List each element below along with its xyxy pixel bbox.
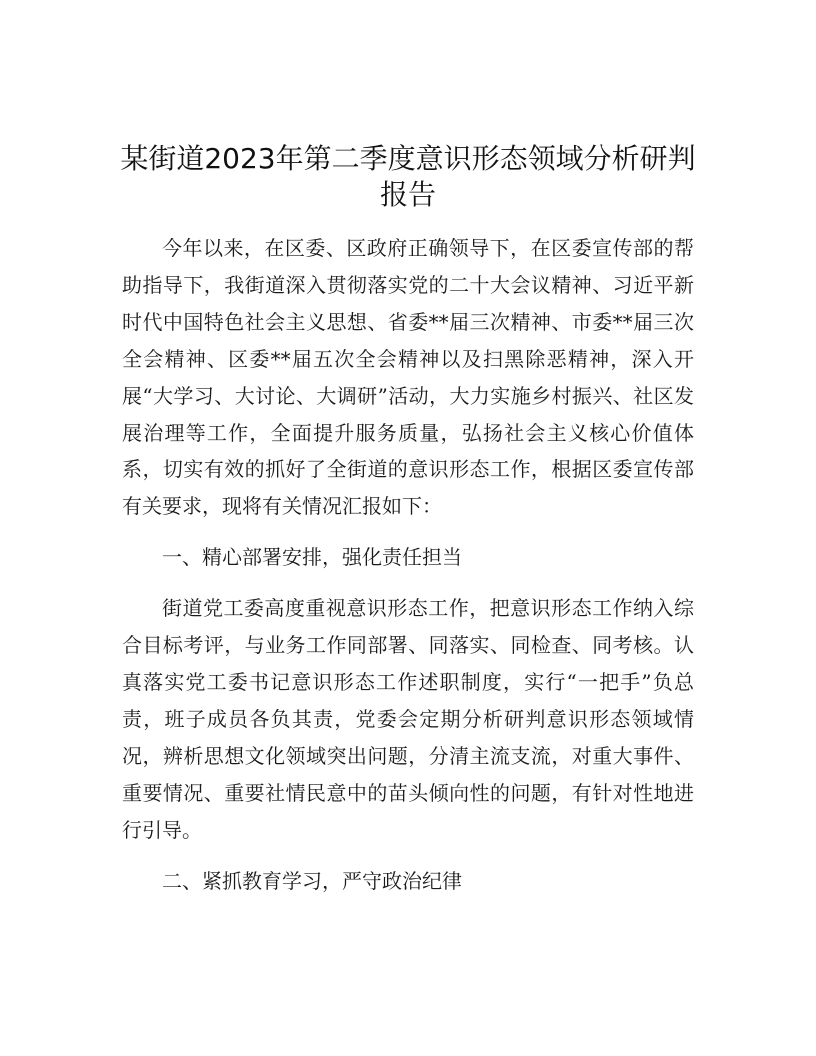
title-line-2: 报告 bbox=[379, 178, 436, 211]
intro-paragraph: 今年以来，在区委、区政府正确领导下，在区委宣传部的帮助指导下，我街道深入贯彻落实党的二十大会议精神、习近平新时代中国特色社会主义思想、省委**届三次精神、市委**届三次全会精神、区委**届五次全会精神以及扫黑除恶精神，深入开展“大学习、大讨论、大调研”活动，大力实施乡村振兴、社区发展治理等工作，全面提升服务质量，弘扬社会主义核心价值体系，切实有效的抓好了全街道的意识形态工作，根据区委宣传部有关要求，现将有关情况汇报如下： bbox=[122, 236, 694, 519]
section-1-paragraph: 街道党工委高度重视意识形态工作，把意识形态工作纳入综合目标考评，与业务工作同部署、同落实、同检查、同考核。认真落实党工委书记意识形态工作述职制度，实行“一把手”负总责，班子成员各负其责，党委会定期分析研判意识形态领域情况，辨析思想文化领域突出问题，分清主流支流，对重大事件、重要情况、重要社情民意中的苗头倾向性的问题，有针对性地进行引导。 bbox=[122, 596, 694, 842]
section-heading-2: 二、紧抓教育学习，严守政治纪律 bbox=[162, 868, 462, 893]
document-body bbox=[122, 230, 694, 913]
section-heading-1: 一、精心部署安排，强化责任担当 bbox=[162, 545, 462, 570]
document-title bbox=[100, 141, 716, 213]
title-line-1: 某街道2023年第二季度意识形态领域分析研判 bbox=[120, 142, 696, 175]
